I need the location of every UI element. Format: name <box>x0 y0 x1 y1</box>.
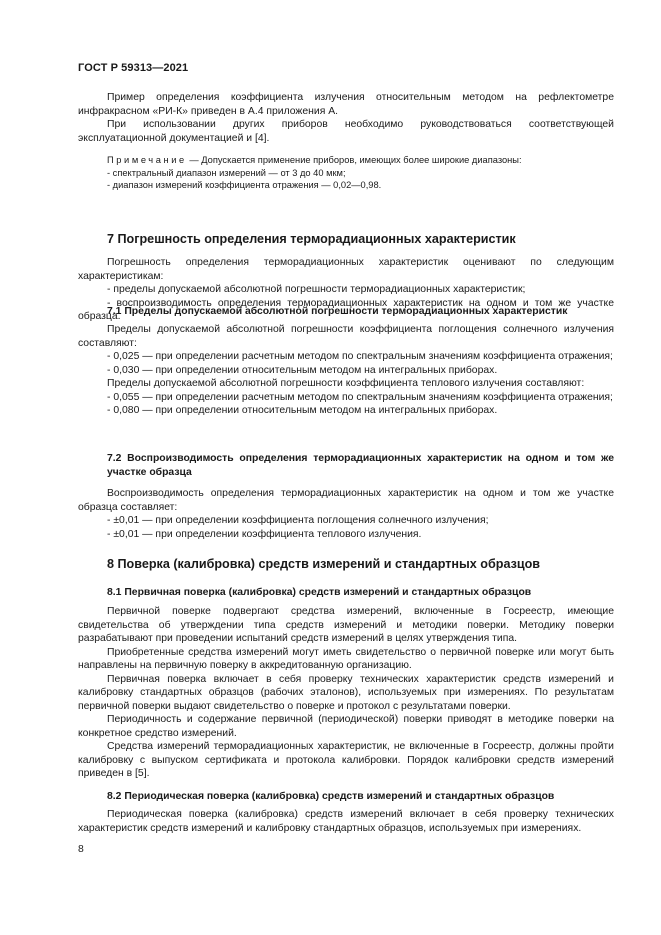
intro-block <box>78 91 614 145</box>
s82-paragraph-1: Периодическая поверка (калибровка) средств измерений включает в себя проверку технических характеристик средств измерений и калибровку стандартных образцов, используемых при измерениях. <box>78 809 614 834</box>
section-7-item-2: - воспроизводимость определения терморадиационных характеристик на одном и том же участке образца. <box>78 297 614 322</box>
subsection-8-1-title: 8.1 Первичная поверка (калибровка) средств измерений и стандартных образцов <box>107 587 532 598</box>
s81-paragraph-5: Средства измерений терморадиационных характеристик, не включенные в Госреестр, должны пройти калибровку с выпуском сертификата и протокола калибровки. Порядок калибровки средств измерений приведен в [5]. <box>78 741 614 779</box>
s81-paragraph-2: Приобретенные средства измерений могут иметь свидетельство о первичной поверке или могут быть направлены на первичную поверку в аккредитованную организацию. <box>78 646 614 671</box>
subsection-7-1-title: 7.1 Пределы допускаемой абсолютной погрешности терморадиационных характеристик <box>107 306 568 317</box>
section-7-heading-wrap <box>78 232 614 246</box>
note-label: Примечание <box>107 155 187 165</box>
document-id-header: ГОСТ Р 59313—2021 <box>78 62 189 74</box>
section-8-heading-wrap <box>78 557 614 571</box>
subsection-7-2-title: 7.2 Воспроизводимость определения терморадиационных характеристик на одном и том же участке образца <box>107 453 614 478</box>
page-number: 8 <box>78 844 84 855</box>
subsection-7-1-heading-wrap <box>78 305 614 319</box>
s81-paragraph-3: Первичная поверка включает в себя проверку технических характеристик средств измерений и калибровку стандартных образцов (рабочих эталонов), используемых при измерениях. По результатам первичной поверки выдают свидетельство о поверке и протокол с результатами поверки. <box>78 673 614 712</box>
s72-item-1: - ±0,01 — при определении коэффициента поглощения солнечного излучения; <box>107 515 489 526</box>
s71-item-2: - 0,030 — при определении относительным методом на интегральных приборах. <box>107 364 498 376</box>
s72-item-2: - ±0,01 — при определении коэффициента теплового излучения. <box>107 528 422 540</box>
s71-item-4: - 0,080 — при определении относительным методом на интегральных приборах. <box>107 405 498 416</box>
section-7-item-1: - пределы допускаемой абсолютной погрешности терморадиационных характеристик; <box>107 284 526 295</box>
note-item-2: - диапазон измерений коэффициента отражения — 0,02—0,98. <box>107 180 382 190</box>
subsection-7-2-heading-wrap <box>78 452 614 479</box>
subsection-8-2-heading-wrap <box>78 790 614 804</box>
note-block <box>78 154 614 192</box>
intro-paragraph-2: При использовании других приборов необходимо руководствоваться соответствующей эксплуатационной документацией и [4]. <box>78 119 614 144</box>
note-text: — Допускается применение приборов, имеющих более широкие диапазоны: <box>186 155 522 165</box>
subsection-8-2-title: 8.2 Периодическая поверка (калибровка) средств измерений и стандартных образцов <box>107 791 555 802</box>
subsection-8-1-body <box>78 605 614 781</box>
s71-item-1: - 0,025 — при определении расчетным методом по спектральным значениям коэффициента отражения; <box>107 351 613 362</box>
section-7-paragraph: Погрешность определения терморадиационных характеристик оценивают по следующим характеристикам: <box>78 257 614 282</box>
subsection-7-1-body <box>78 323 614 418</box>
s71-item-3: - 0,055 — при определении расчетным методом по спектральным значениям коэффициента отражения; <box>107 391 613 403</box>
section-7-title: 7 Погрешность определения терморадиационных характеристик <box>107 232 516 246</box>
s81-paragraph-4: Периодичность и содержание первичной (периодической) поверки приводят в методике поверки на конкретное средство измерений. <box>78 714 614 739</box>
s71-paragraph-2: Пределы допускаемой абсолютной погрешности коэффициента теплового излучения составляют: <box>107 378 585 389</box>
subsection-7-2-body <box>78 487 614 541</box>
section-8-title: 8 Поверка (калибровка) средств измерений и стандартных образцов <box>107 557 541 571</box>
s72-paragraph-1: Воспроизводимость определения терморадиационных характеристик на одном и том же участке образца составляет: <box>78 488 614 513</box>
s71-paragraph-1: Пределы допускаемой абсолютной погрешности коэффициента поглощения солнечного излучения составляют: <box>78 324 614 349</box>
subsection-8-1-heading-wrap <box>78 586 614 600</box>
subsection-8-2-body <box>78 808 614 835</box>
note-item-1: - спектральный диапазон измерений — от 3 до 40 мкм; <box>107 167 346 178</box>
note-line <box>107 154 614 167</box>
s81-paragraph-1: Первичной поверке подвергают средства измерений, включенные в Госреестр, имеющие свидетельства об утверждении типа средств измерений и методики поверки. Методику поверки разрабатывают при проведении испытаний средств измерений в целях утверждения типа. <box>78 606 614 644</box>
intro-paragraph-1: Пример определения коэффициента излучения относительным методом на рефлектометре инфракрасном «РИ-К» приведен в А.4 приложения А. <box>78 92 614 117</box>
